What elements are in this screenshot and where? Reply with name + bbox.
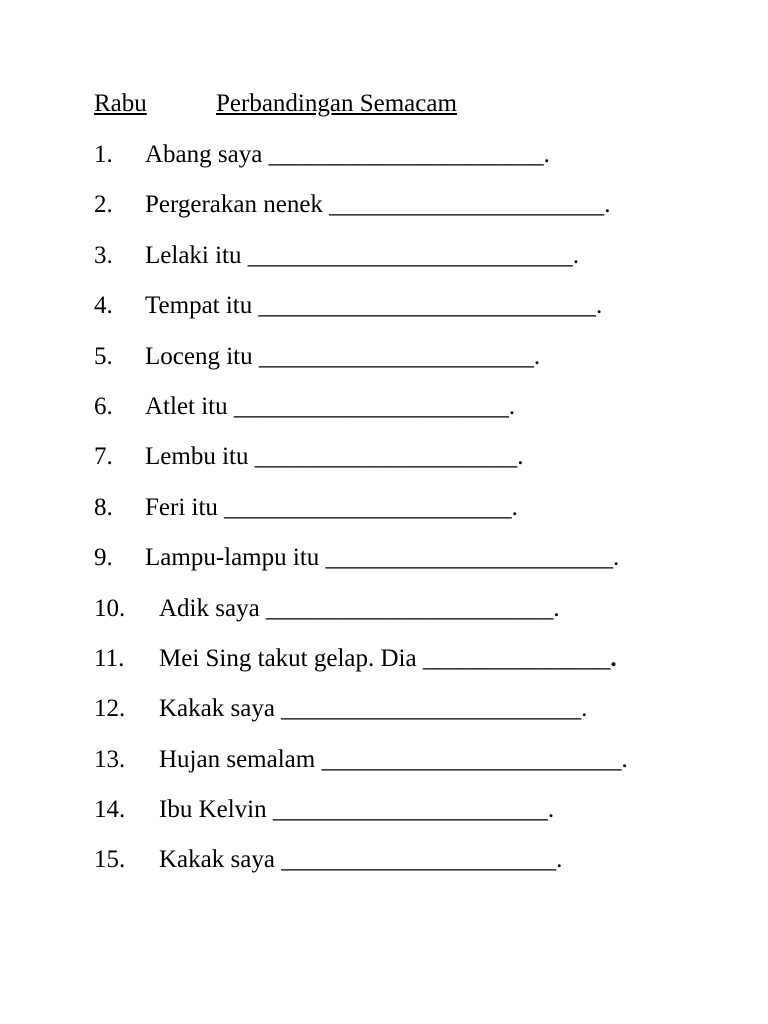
item-text: Lampu-lampu itu _______________________	[145, 544, 614, 572]
item-text: Adik saya _______________________	[159, 594, 554, 622]
item-end: .	[508, 392, 516, 420]
item-end: .	[581, 695, 588, 723]
item-number: 3.	[94, 241, 113, 269]
exercise-list	[94, 140, 628, 896]
item-text: Lelaki itu __________________________	[145, 241, 573, 269]
exercise-item	[94, 342, 628, 392]
item-number: 2.	[94, 191, 113, 219]
exercise-item	[94, 795, 628, 845]
exercise-item	[94, 644, 628, 694]
exercise-item	[94, 694, 628, 744]
exercise-item	[94, 392, 628, 442]
exercise-item	[94, 140, 628, 190]
worksheet-header	[94, 89, 457, 119]
item-number: 13.	[94, 745, 126, 773]
item-end: .	[621, 745, 628, 773]
item-number: 14.	[94, 796, 126, 824]
exercise-item	[94, 543, 628, 593]
exercise-item	[94, 241, 628, 291]
item-end: .	[556, 846, 563, 874]
item-end: .	[604, 191, 611, 219]
item-number: 10.	[94, 594, 126, 622]
exercise-item	[94, 745, 628, 795]
item-end: .	[553, 594, 560, 622]
item-number: 7.	[94, 443, 113, 471]
item-text: Loceng itu ______________________	[145, 342, 534, 370]
day-label: Rabu	[94, 90, 147, 117]
item-end: .	[543, 141, 550, 168]
item-text: Abang saya ______________________	[145, 141, 544, 168]
item-end: .	[613, 544, 620, 572]
exercise-item	[94, 442, 628, 492]
item-text: Atlet itu ______________________	[145, 392, 509, 420]
item-end: .	[572, 241, 579, 269]
exercise-item	[94, 493, 628, 543]
exercise-item	[94, 594, 628, 644]
exercise-item	[94, 190, 628, 240]
item-text: Ibu Kelvin ______________________	[159, 796, 548, 824]
item-number: 8.	[94, 493, 113, 521]
item-number: 1.	[94, 141, 113, 168]
item-end: .	[511, 493, 518, 521]
item-text: Feri itu _______________________	[145, 493, 512, 521]
exercise-item	[94, 845, 628, 895]
item-text: Kakak saya ______________________	[159, 846, 557, 874]
item-text: Pergerakan nenek ______________________	[145, 191, 605, 219]
item-number: 15.	[94, 846, 126, 874]
exercise-item	[94, 291, 628, 341]
item-text: Mei Sing takut gelap. Dia _______________	[159, 644, 611, 672]
item-number: 12.	[94, 695, 126, 723]
item-end: .	[610, 644, 617, 672]
item-end: .	[533, 342, 541, 370]
item-text: Hujan semalam ________________________	[159, 745, 622, 773]
item-number: 11.	[94, 644, 125, 672]
item-end: .	[596, 292, 603, 320]
worksheet-title: Perbandingan Semacam	[216, 90, 457, 117]
item-text: Tempat itu ___________________________	[145, 292, 597, 320]
item-number: 4.	[94, 292, 113, 320]
item-text: Lembu itu _____________________	[145, 443, 518, 471]
item-text: Kakak saya ________________________	[159, 695, 582, 723]
item-end: .	[547, 796, 555, 824]
item-number: 5.	[94, 342, 113, 370]
item-number: 6.	[94, 392, 113, 420]
item-end: .	[517, 443, 524, 471]
item-number: 9.	[94, 544, 113, 572]
